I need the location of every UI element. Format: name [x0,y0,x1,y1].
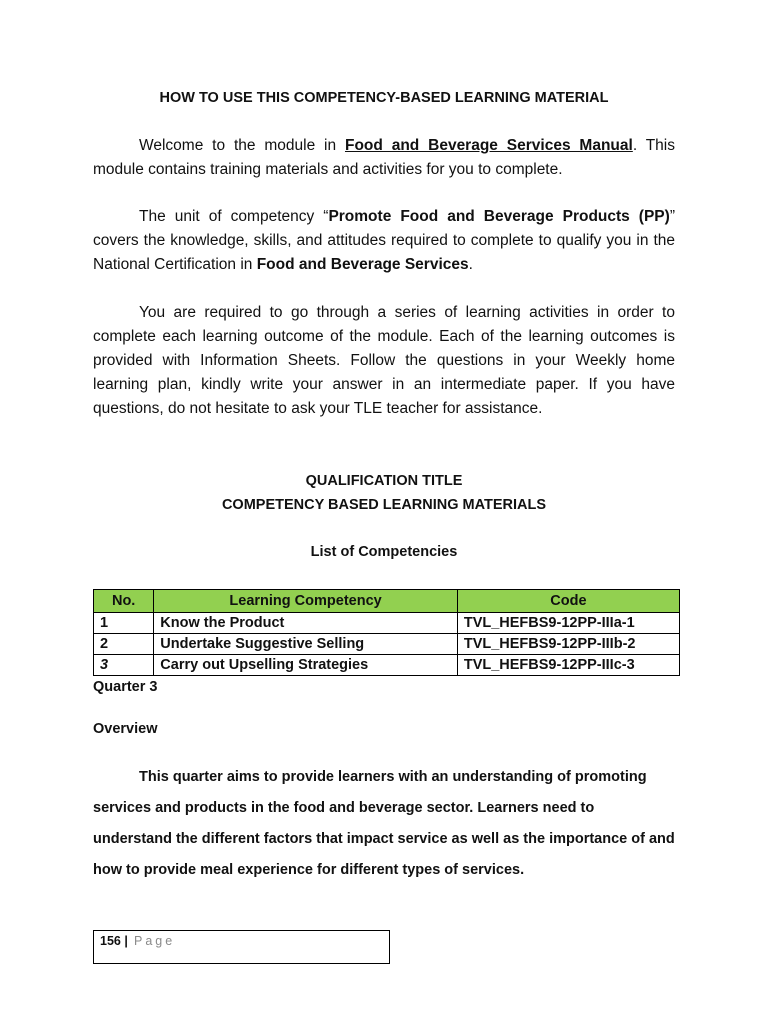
intro-p2-text-c: ” covers the knowledge, skills, and attitudes required to complete to qualify you in the National Certification in [93,208,675,273]
header-learning-competency: Learning Competency [154,590,458,613]
row-code: TVL_HEFBS9-12PP-IIIb-2 [457,634,679,655]
page-number [100,934,128,948]
intro-paragraph-3: You are required to go through a series of learning activities in order to complete each learning outcome of the module. Each of the learning outcomes is provided with Information Sheets. Follow the questions in your Weekly home learning plan, kindly write your answer in an intermediate paper. If you have questions, do not hesitate to ask your TLE teacher for assistance. [93,304,675,417]
unit-of-competency: Promote Food and Beverage Products (PP) [328,208,670,225]
competencies-table [93,589,680,676]
intro-paragraph-1 [93,134,675,182]
header-no: No. [94,590,154,613]
header-code: Code [457,590,679,613]
quarter-label: Quarter 3 [93,679,158,695]
page-separator: | [124,934,128,948]
page-number-value: 156 [100,934,121,948]
intro-p1-text-a: Welcome to the module in [139,137,345,154]
row-no: 1 [94,613,154,634]
list-of-competencies-title: List of Competencies [310,544,458,560]
table-row [94,634,680,655]
row-no: 3 [94,655,154,676]
row-no: 2 [94,634,154,655]
competency-materials-title: COMPETENCY BASED LEARNING MATERIALS [221,497,547,513]
table-row [94,655,680,676]
intro-paragraph-2 [93,205,675,277]
row-code: TVL_HEFBS9-12PP-IIIc-3 [457,655,679,676]
page-footer [93,930,390,964]
row-code: TVL_HEFBS9-12PP-IIIa-1 [457,613,679,634]
overview-paragraph: This quarter aims to provide learners with an understanding of promoting services and products in the food and beverage sector. Learners need to understand the different factors that impact service as well as the importance of and how to provide meal experience for different types of services. [93,769,675,878]
table-header-row [94,590,680,613]
page-label: Page [134,934,176,948]
intro-p2-text-a: The unit of competency “ [139,208,329,225]
qualification-title: QUALIFICATION TITLE [305,473,463,489]
intro-p1-text-c: . This module contains training materials and activities for you to complete. [93,137,675,178]
row-competency: Carry out Upselling Strategies [154,655,458,676]
table-row [94,613,680,634]
module-name: Food and Beverage Services Manual [344,137,633,154]
overview-label: Overview [93,721,158,737]
row-competency: Undertake Suggestive Selling [154,634,458,655]
intro-p2-text-e: . [468,256,473,273]
row-competency: Know the Product [154,613,458,634]
certification-name: Food and Beverage Services [256,256,469,273]
document-title: HOW TO USE THIS COMPETENCY-BASED LEARNING MATERIAL [159,90,609,106]
